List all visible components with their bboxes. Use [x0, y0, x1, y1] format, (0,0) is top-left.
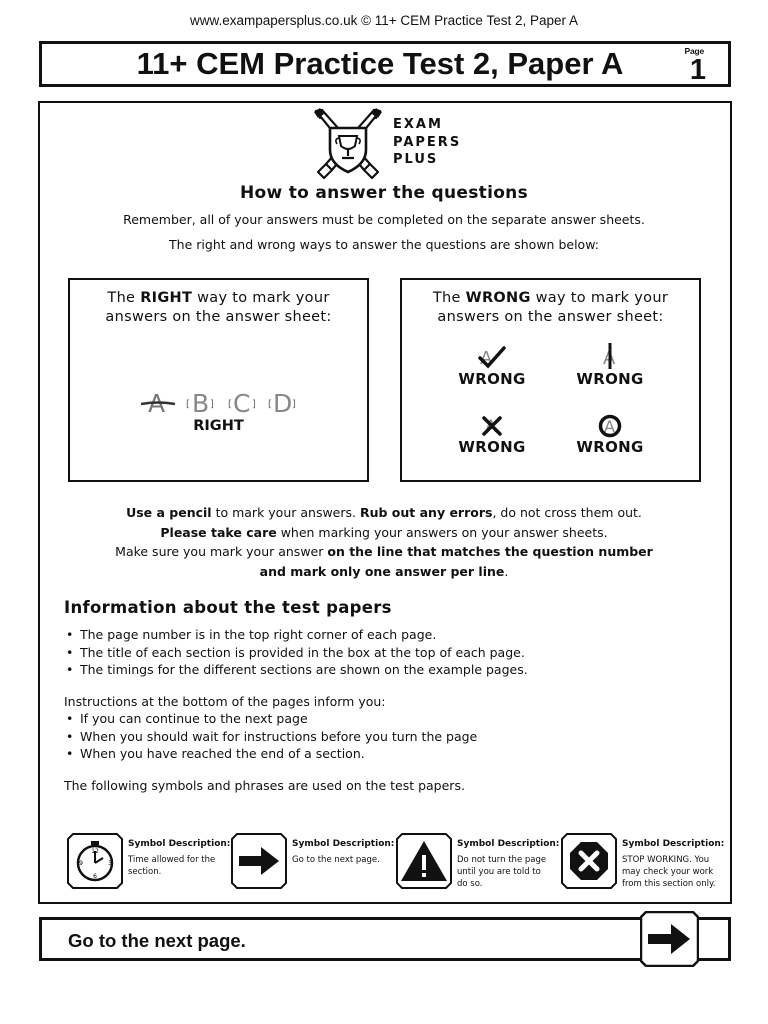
symbol-title: Symbol Description: — [622, 839, 725, 849]
list-item: • The title of each section is provided in the box at the top of each page. — [64, 644, 528, 662]
wrong-example-circle: A WRONG — [560, 414, 660, 456]
wrong-example-vertical: A WRONG — [560, 342, 660, 388]
vertical-line-example: A — [603, 348, 616, 369]
right-label: RIGHT — [193, 418, 244, 434]
wrong-panel-heading: The WRONG way to mark your answers on the answer sheet: — [432, 290, 669, 325]
clock-icon — [67, 833, 123, 889]
tick-mark-example: A — [442, 346, 542, 370]
svg-text:12: 12 — [91, 848, 99, 855]
list-item: • If you can continue to the next page — [64, 710, 477, 728]
list-item: • The timings for the different sections are shown on the example pages. — [64, 661, 528, 679]
symbol-description: Do not turn the page until you are told to do so. — [457, 855, 547, 890]
reminder-text: Remember, all of your answers must be completed on the separate answer sheets. — [123, 212, 645, 227]
right-way-panel — [68, 278, 369, 482]
info-heading: Information about the test papers — [64, 598, 392, 617]
circle-mark-example: A — [560, 414, 660, 438]
exam-papers-plus-logo-icon — [308, 108, 388, 180]
cross-mark-example: A — [442, 414, 542, 438]
info-bullet-list — [64, 626, 528, 679]
symbol-title: Symbol Description: — [292, 839, 395, 849]
list-item: • When you have reached the end of a section. — [64, 745, 477, 763]
page-number: 1 — [689, 54, 706, 86]
logo-line-papers: PAPERS — [393, 134, 462, 150]
bracket-right: ] — [210, 399, 214, 410]
how-to-answer-heading: How to answer the questions — [239, 183, 529, 203]
symbol-description: STOP WORKING. You may check your work from this section only. — [622, 855, 716, 890]
footer-bar — [39, 917, 731, 961]
bracket-left: [ — [268, 399, 272, 410]
right-panel-heading: The RIGHT way to mark your answers on the answer sheet: — [105, 290, 332, 325]
symbol-description: Go to the next page. — [292, 855, 380, 865]
option-b: B — [192, 389, 210, 418]
bracket-right: ] — [292, 399, 296, 410]
header-url-line: www.exampapersplus.co.uk © 11+ CEM Practice Test 2, Paper A — [190, 13, 578, 28]
bracket-left: [ — [228, 399, 232, 410]
arrow-right-icon — [231, 833, 287, 889]
list-item: • The page number is in the top right corner of each page. — [64, 626, 528, 644]
arrow-right-icon — [640, 911, 699, 967]
option-c: C — [233, 389, 251, 418]
svg-text:6: 6 — [93, 873, 97, 880]
instructions-bullet-list — [64, 710, 477, 763]
instructions-intro: Instructions at the bottom of the pages inform you: — [64, 694, 386, 709]
bracket-left: [ — [186, 399, 190, 410]
symbol-title: Symbol Description: — [128, 839, 231, 849]
logo-line-exam: EXAM — [393, 117, 443, 132]
list-item: • When you should wait for instructions before you turn the page — [64, 728, 477, 746]
page-title: 11+ CEM Practice Test 2, Paper A — [136, 46, 624, 81]
pencil-line-mark — [140, 401, 176, 407]
wrong-way-panel — [400, 278, 701, 482]
stop-icon — [561, 833, 617, 889]
instruction-line-2: Please take care when marking your answers on your answer sheets. — [160, 525, 608, 540]
svg-text:3: 3 — [108, 860, 112, 867]
option-a-marked: A — [148, 389, 166, 418]
option-d: D — [273, 389, 293, 418]
wrong-example-tick: A WRONG — [442, 346, 542, 388]
instruction-line-3: Make sure you mark your answer on the line that matches the question number — [115, 544, 653, 559]
page-label: Page — [684, 46, 704, 56]
wrong-example-cross: A WRONG — [442, 414, 542, 456]
logo-line-plus: PLUS — [393, 152, 439, 167]
warning-icon — [396, 833, 452, 889]
instruction-line-1: Use a pencil to mark your answers. Rub out any errors, do not cross them out. — [126, 505, 642, 520]
right-wrong-intro: The right and wrong ways to answer the questions are shown below: — [169, 237, 599, 252]
title-bar — [39, 41, 731, 87]
svg-text:9: 9 — [79, 860, 83, 867]
answer-options-row — [140, 390, 310, 420]
symbol-title: Symbol Description: — [457, 839, 560, 849]
instruction-line-4: and mark only one answer per line. — [259, 564, 509, 579]
bracket-right: ] — [252, 399, 256, 410]
logo-text — [393, 116, 461, 169]
symbols-intro: The following symbols and phrases are used on the test papers. — [64, 778, 465, 793]
symbol-description: Time allowed for the section. — [128, 855, 216, 878]
go-to-next-page-text: Go to the next page. — [68, 930, 246, 951]
